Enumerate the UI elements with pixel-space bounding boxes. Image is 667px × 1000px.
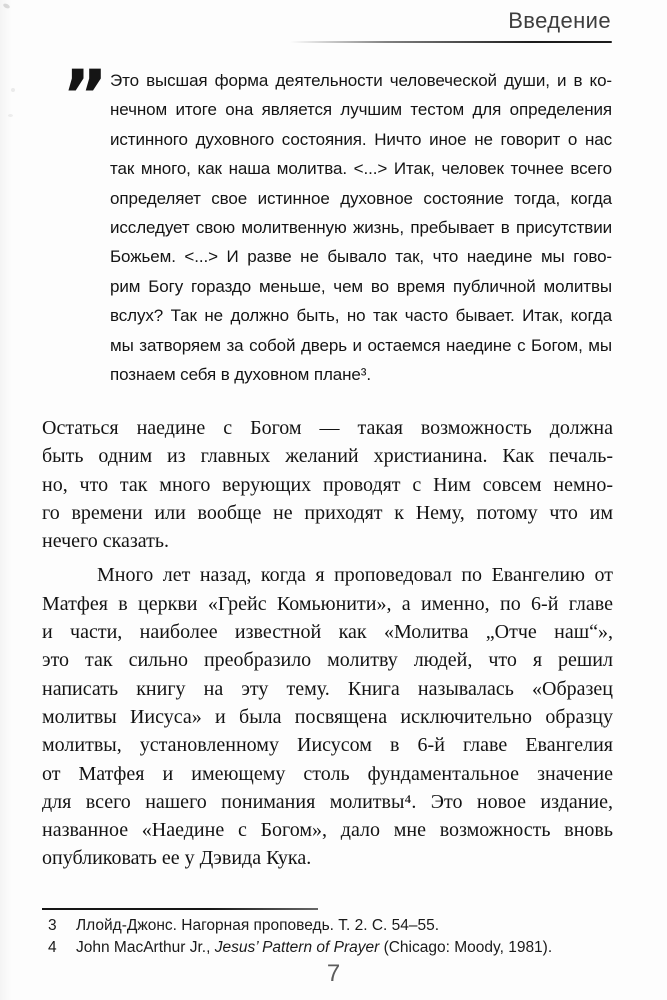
text-line: истинного духовного состояния. Ничто иное не говорит о нас xyxy=(110,129,612,149)
text-line: познаем себя в духовном плане³. xyxy=(110,365,371,385)
footnote-text-italic: Jesus’ Pattern of Prayer xyxy=(214,939,380,956)
text-line: названное «Наедине с Богом», дало мне возможность вновь xyxy=(42,819,613,842)
text-line: написать книгу на эту тему. Книга называлась «Образец xyxy=(42,677,613,700)
header-rule xyxy=(290,41,612,43)
text-line: для всего нашего понимания молитвы⁴. Это новое издание, xyxy=(42,790,613,813)
text-line: мы затворяем за собой дверь и остаемся наедине с Богом, мы xyxy=(110,335,612,355)
text-line: Остаться наедине с Богом — такая возможность должна xyxy=(42,417,613,439)
text-line: опубликовать ее у Дэвида Кука. xyxy=(42,847,312,870)
text-line: исследует свою молитвенную жизнь, пребывает в присутствии xyxy=(110,218,612,238)
paragraph xyxy=(42,414,613,555)
footnote-separator xyxy=(42,908,318,910)
text-line: так много, как наша молитва. <...> Итак, человек точнее всего xyxy=(110,159,612,179)
text-line: от Матфея и имеющему столь фундаментальное значение xyxy=(42,762,613,785)
text-line: молитвы Иисуса» и была посвящена исключительно образцу xyxy=(42,705,613,728)
footnote xyxy=(42,915,613,937)
text-line: вслух? Так не должно быть, но так часто бывает. Итак, когда xyxy=(110,306,612,326)
footnote-text xyxy=(76,915,439,937)
text-line: и части, наиболее известной как «Молитва „Отче наш“», xyxy=(42,621,613,644)
footnote-text-part: (Chicago: Moody, 1981). xyxy=(379,939,553,956)
text-line: это так сильно преобразило молитву людей, что я решил xyxy=(42,649,613,672)
pull-quote xyxy=(110,66,612,389)
footnote-text-part: John MacArthur Jr., xyxy=(76,939,215,956)
scan-artifact xyxy=(11,88,15,92)
footnote-text xyxy=(76,937,552,959)
text-line: нечего сказать. xyxy=(42,530,170,553)
scan-artifact xyxy=(2,3,10,10)
text-line: Много лет назад, когда я проповедовал по Евангелию от xyxy=(97,564,613,587)
text-line: Матфея в церкви «Грейс Комьюнити», а именно, по 6-й главе xyxy=(42,592,613,615)
text-line: но, что так много верующих проводят с Ним совсем немно- xyxy=(42,473,613,496)
paragraph xyxy=(42,561,613,872)
page-number: 7 xyxy=(326,960,341,987)
text-line: молитвы, установленному Иисусом в 6-й главе Евангелия xyxy=(42,734,613,757)
quotation-marks-icon: ” xyxy=(62,55,109,137)
footnotes xyxy=(42,908,613,959)
footnote xyxy=(42,937,613,959)
text-line: нечном итоге она является лучшим тестом для определения xyxy=(110,100,612,120)
footnote-number: 4 xyxy=(48,939,57,956)
text-line: Это высшая форма деятельности человеческой души, и в ко- xyxy=(110,71,612,90)
scan-artifact xyxy=(8,114,13,117)
running-header-title: Введение xyxy=(508,8,611,33)
body-text xyxy=(42,414,613,873)
text-line: го времени или вообще не приходят к Нему, потому что им xyxy=(42,501,613,524)
text-line: быть одним из главных желаний христианина. Как печаль- xyxy=(42,445,613,468)
text-line: определяет свое истинное духовное состояние тогда, когда xyxy=(110,188,612,208)
text-line: рим Богу гораздо меньше, чем во время публичной молитвы xyxy=(110,276,612,296)
footnote-text-part: Ллойд-Джонс. Нагорная проповедь. Т. 2. С. 54–55. xyxy=(76,917,440,934)
text-line: Божьем. <...> И разве не бывало так, что наедине мы гово- xyxy=(110,247,612,267)
footnote-number: 3 xyxy=(48,917,57,934)
